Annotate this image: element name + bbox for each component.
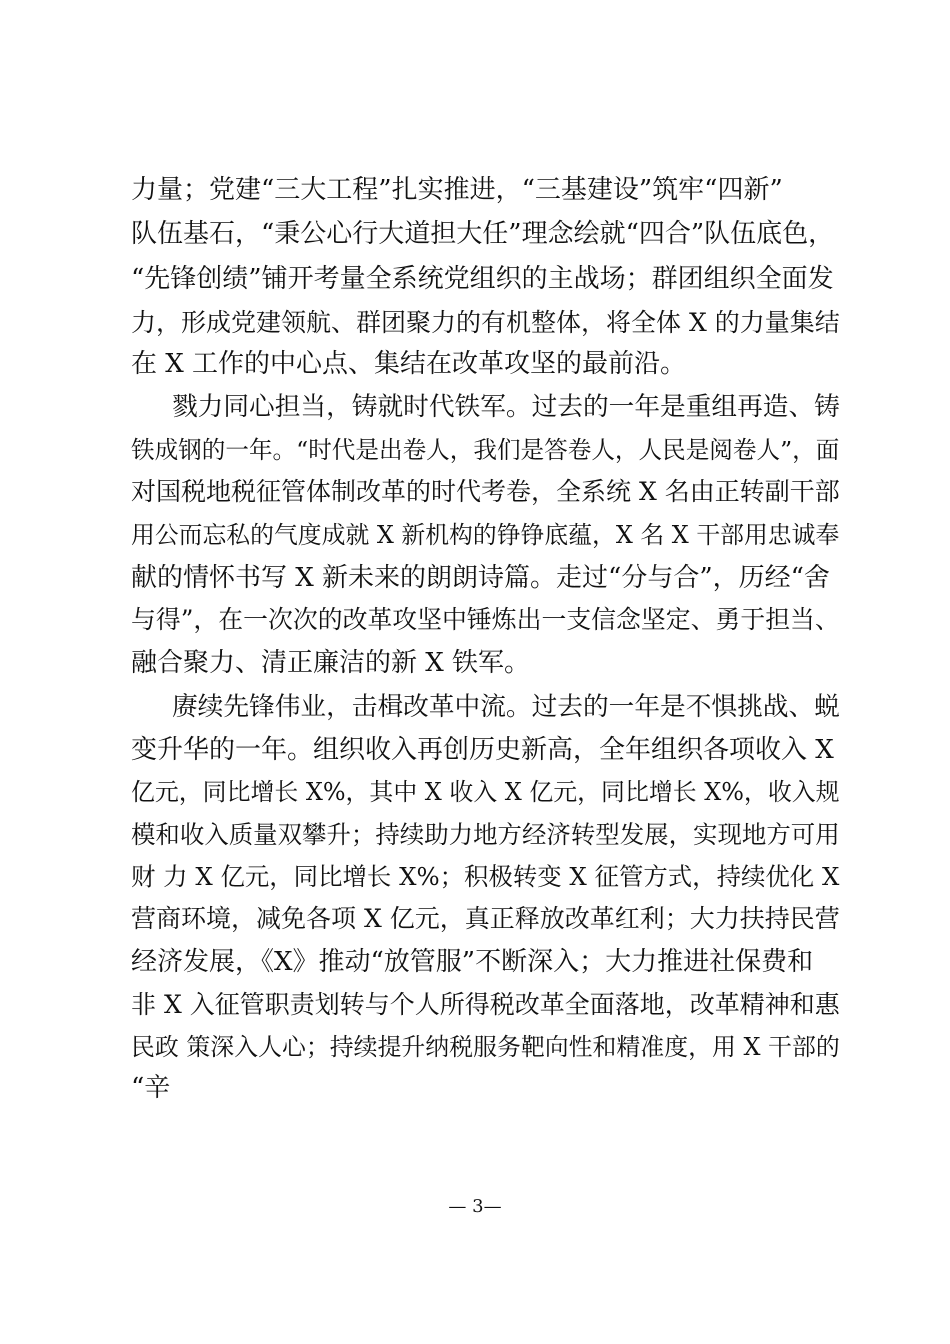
text-line: 铁成钢的一年。“时代是出卷人，我们是答卷人，人民是阅卷人”，面 xyxy=(131,436,840,464)
text-line: 在 X 工作的中心点、集结在改革攻坚的最前沿。 xyxy=(131,349,687,379)
text-line: 融合聚力、清正廉洁的新 X 铁军。 xyxy=(131,648,531,678)
text-line: “先锋创绩”铺开考量全系统党组织的主战场；群团组织全面发 xyxy=(131,264,834,294)
text-line: 民政 策深入人心；持续提升纳税服务靶向性和精准度，用 X 干部的 xyxy=(131,1033,840,1061)
paragraph-start-line: 戮力同心担当，铸就时代铁军。过去的一年是重组再造、铸 xyxy=(172,392,840,422)
paragraph-start-line: 赓续先锋伟业，击楫改革中流。过去的一年是不惧挑战、蜕 xyxy=(172,692,840,722)
text-line: 对国税地税征管体制改革的时代考卷，全系统 X 名由正转副干部 xyxy=(131,477,840,506)
text-line: 亿元，同比增长 X%，其中 X 收入 X 亿元，同比增长 X%，收入规 xyxy=(131,778,840,806)
text-line: 营商环境，减免各项 X 亿元，真正释放改革红利；大力扶持民营 xyxy=(131,904,840,933)
text-line: 变升华的一年。组织收入再创历史新高，全年组织各项收入 X xyxy=(131,735,834,765)
text-line: 力，形成党建领航、群团聚力的有机整体，将全体 X 的力量集结 xyxy=(131,308,840,337)
text-line: 力量；党建“三大工程”扎实推进，“三基建设”筑牢“四新” xyxy=(131,175,783,205)
text-line: 财 力 X 亿元，同比增长 X%；积极转变 X 征管方式，持续优化 X xyxy=(131,862,840,891)
page-number: — 3— xyxy=(448,1196,502,1217)
text-line: 与得”，在一次次的改革攻坚中锤炼出一支信念坚定、勇于担当、 xyxy=(131,605,840,634)
text-line: 用公而忘私的气度成就 X 新机构的铮铮底蕴，X 名 X 干部用忠诚奉 xyxy=(131,521,840,549)
text-line: 非 X 入征管职责划转与个人所得税改革全面落地，改革精神和惠 xyxy=(131,990,840,1019)
text-line: “辛 xyxy=(131,1073,171,1103)
text-line: 经济发展，《X》推动“放管服”不断深入；大力推进社保费和 xyxy=(131,947,814,977)
text-line: 队伍基石，“秉公心行大道担大任”理念绘就“四合”队伍底色， xyxy=(131,219,835,249)
text-line: 模和收入质量双攀升；持续助力地方经济转型发展，实现地方可用 xyxy=(131,820,840,849)
text-line: 献的情怀书写 X 新未来的朗朗诗篇。走过“分与合”，历经“舍 xyxy=(131,563,830,593)
